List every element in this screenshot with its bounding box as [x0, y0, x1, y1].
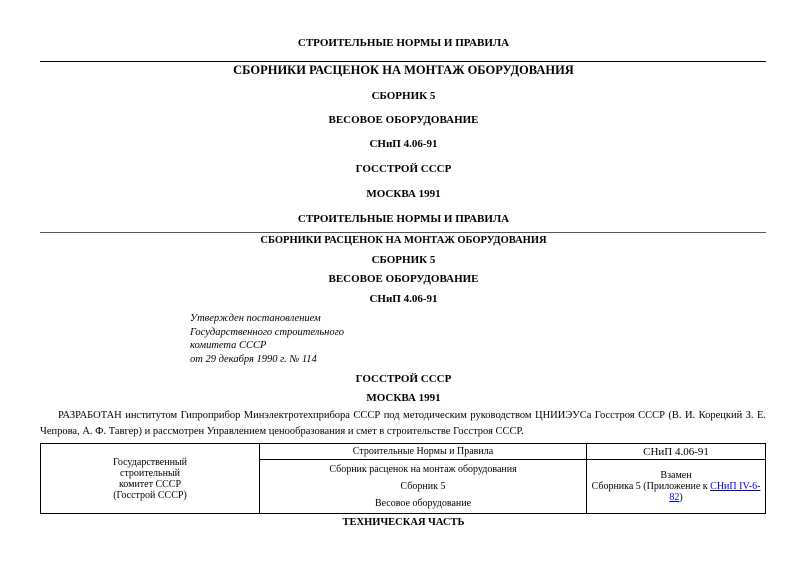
replaces-text	[591, 481, 761, 503]
header-rule	[40, 61, 766, 62]
second-rule	[40, 232, 766, 233]
section-title: ТЕХНИЧЕСКАЯ ЧАСТЬ	[342, 517, 465, 528]
second-title: СБОРНИКИ РАСЦЕНОК НА МОНТАЖ ОБОРУДОВАНИЯ	[260, 235, 547, 246]
doc-type-cell: Строительные Нормы и Правила	[260, 444, 587, 460]
subject-label: ВЕСОВОЕ ОБОРУДОВАНИЕ	[328, 114, 479, 126]
doc-subject: Весовое оборудование	[374, 498, 472, 509]
approval-line: от 29 декабря 1990 г. № 114	[190, 353, 317, 365]
issuer-cell	[41, 444, 260, 514]
issuer-line: комитет СССР	[118, 478, 182, 490]
approval-block	[190, 312, 344, 366]
issuer-line: Государственный	[112, 456, 188, 468]
city-year-label: МОСКВА 1991	[366, 188, 441, 200]
org-label: ГОССТРОЙ СССР	[355, 163, 452, 175]
second-city-year: МОСКВА 1991	[366, 392, 441, 404]
document-info-table	[40, 443, 766, 514]
issuer-line: (Госстрой СССР)	[113, 489, 187, 501]
replaces-label: Взамен	[660, 470, 692, 481]
header-top: СТРОИТЕЛЬНЫЕ НОРМЫ И ПРАВИЛА	[297, 37, 510, 49]
second-code: СНиП 4.06-91	[369, 293, 438, 305]
second-collection: СБОРНИК 5	[371, 254, 436, 266]
replaces-link[interactable]: СНиП IV-6-82	[669, 481, 761, 503]
second-org: ГОССТРОЙ СССР	[355, 373, 452, 385]
doc-title-cell	[260, 460, 587, 514]
issuer-line: строительный	[119, 467, 181, 479]
document-title: СБОРНИКИ РАСЦЕНОК НА МОНТАЖ ОБОРУДОВАНИЯ	[233, 63, 574, 77]
doc-title: Сборник расценок на монтаж оборудования	[329, 464, 517, 475]
approval-line: Государственного строительного	[190, 326, 344, 338]
approval-line: Утвержден постановлением	[190, 313, 321, 324]
second-subject: ВЕСОВОЕ ОБОРУДОВАНИЕ	[328, 273, 479, 285]
replaces-suffix: )	[679, 492, 683, 503]
replaces-prefix: Сборника 5 (Приложение к	[591, 481, 708, 492]
doc-number: Сборник 5	[400, 481, 446, 492]
replaces-cell	[587, 460, 766, 514]
doc-code-cell: СНиП 4.06-91	[587, 444, 766, 460]
second-header: СТРОИТЕЛЬНЫЕ НОРМЫ И ПРАВИЛА	[297, 213, 510, 225]
approval-line: комитета СССР	[190, 340, 267, 351]
developed-by-paragraph: РАЗРАБОТАН институтом Гипроприбор Минэлектротехприбора СССР под методическим руководством ЦНИИЭУСа Госстроя СССР (В. И. Корецкий З. Е. Чепрова, А. Ф. Тавгер) и рассмотрен Управлением ценообразования и смет в строительстве Госстроя СССР.	[40, 410, 766, 437]
code-label: СНиП 4.06-91	[369, 138, 438, 150]
collection-label: СБОРНИК 5	[371, 90, 436, 102]
